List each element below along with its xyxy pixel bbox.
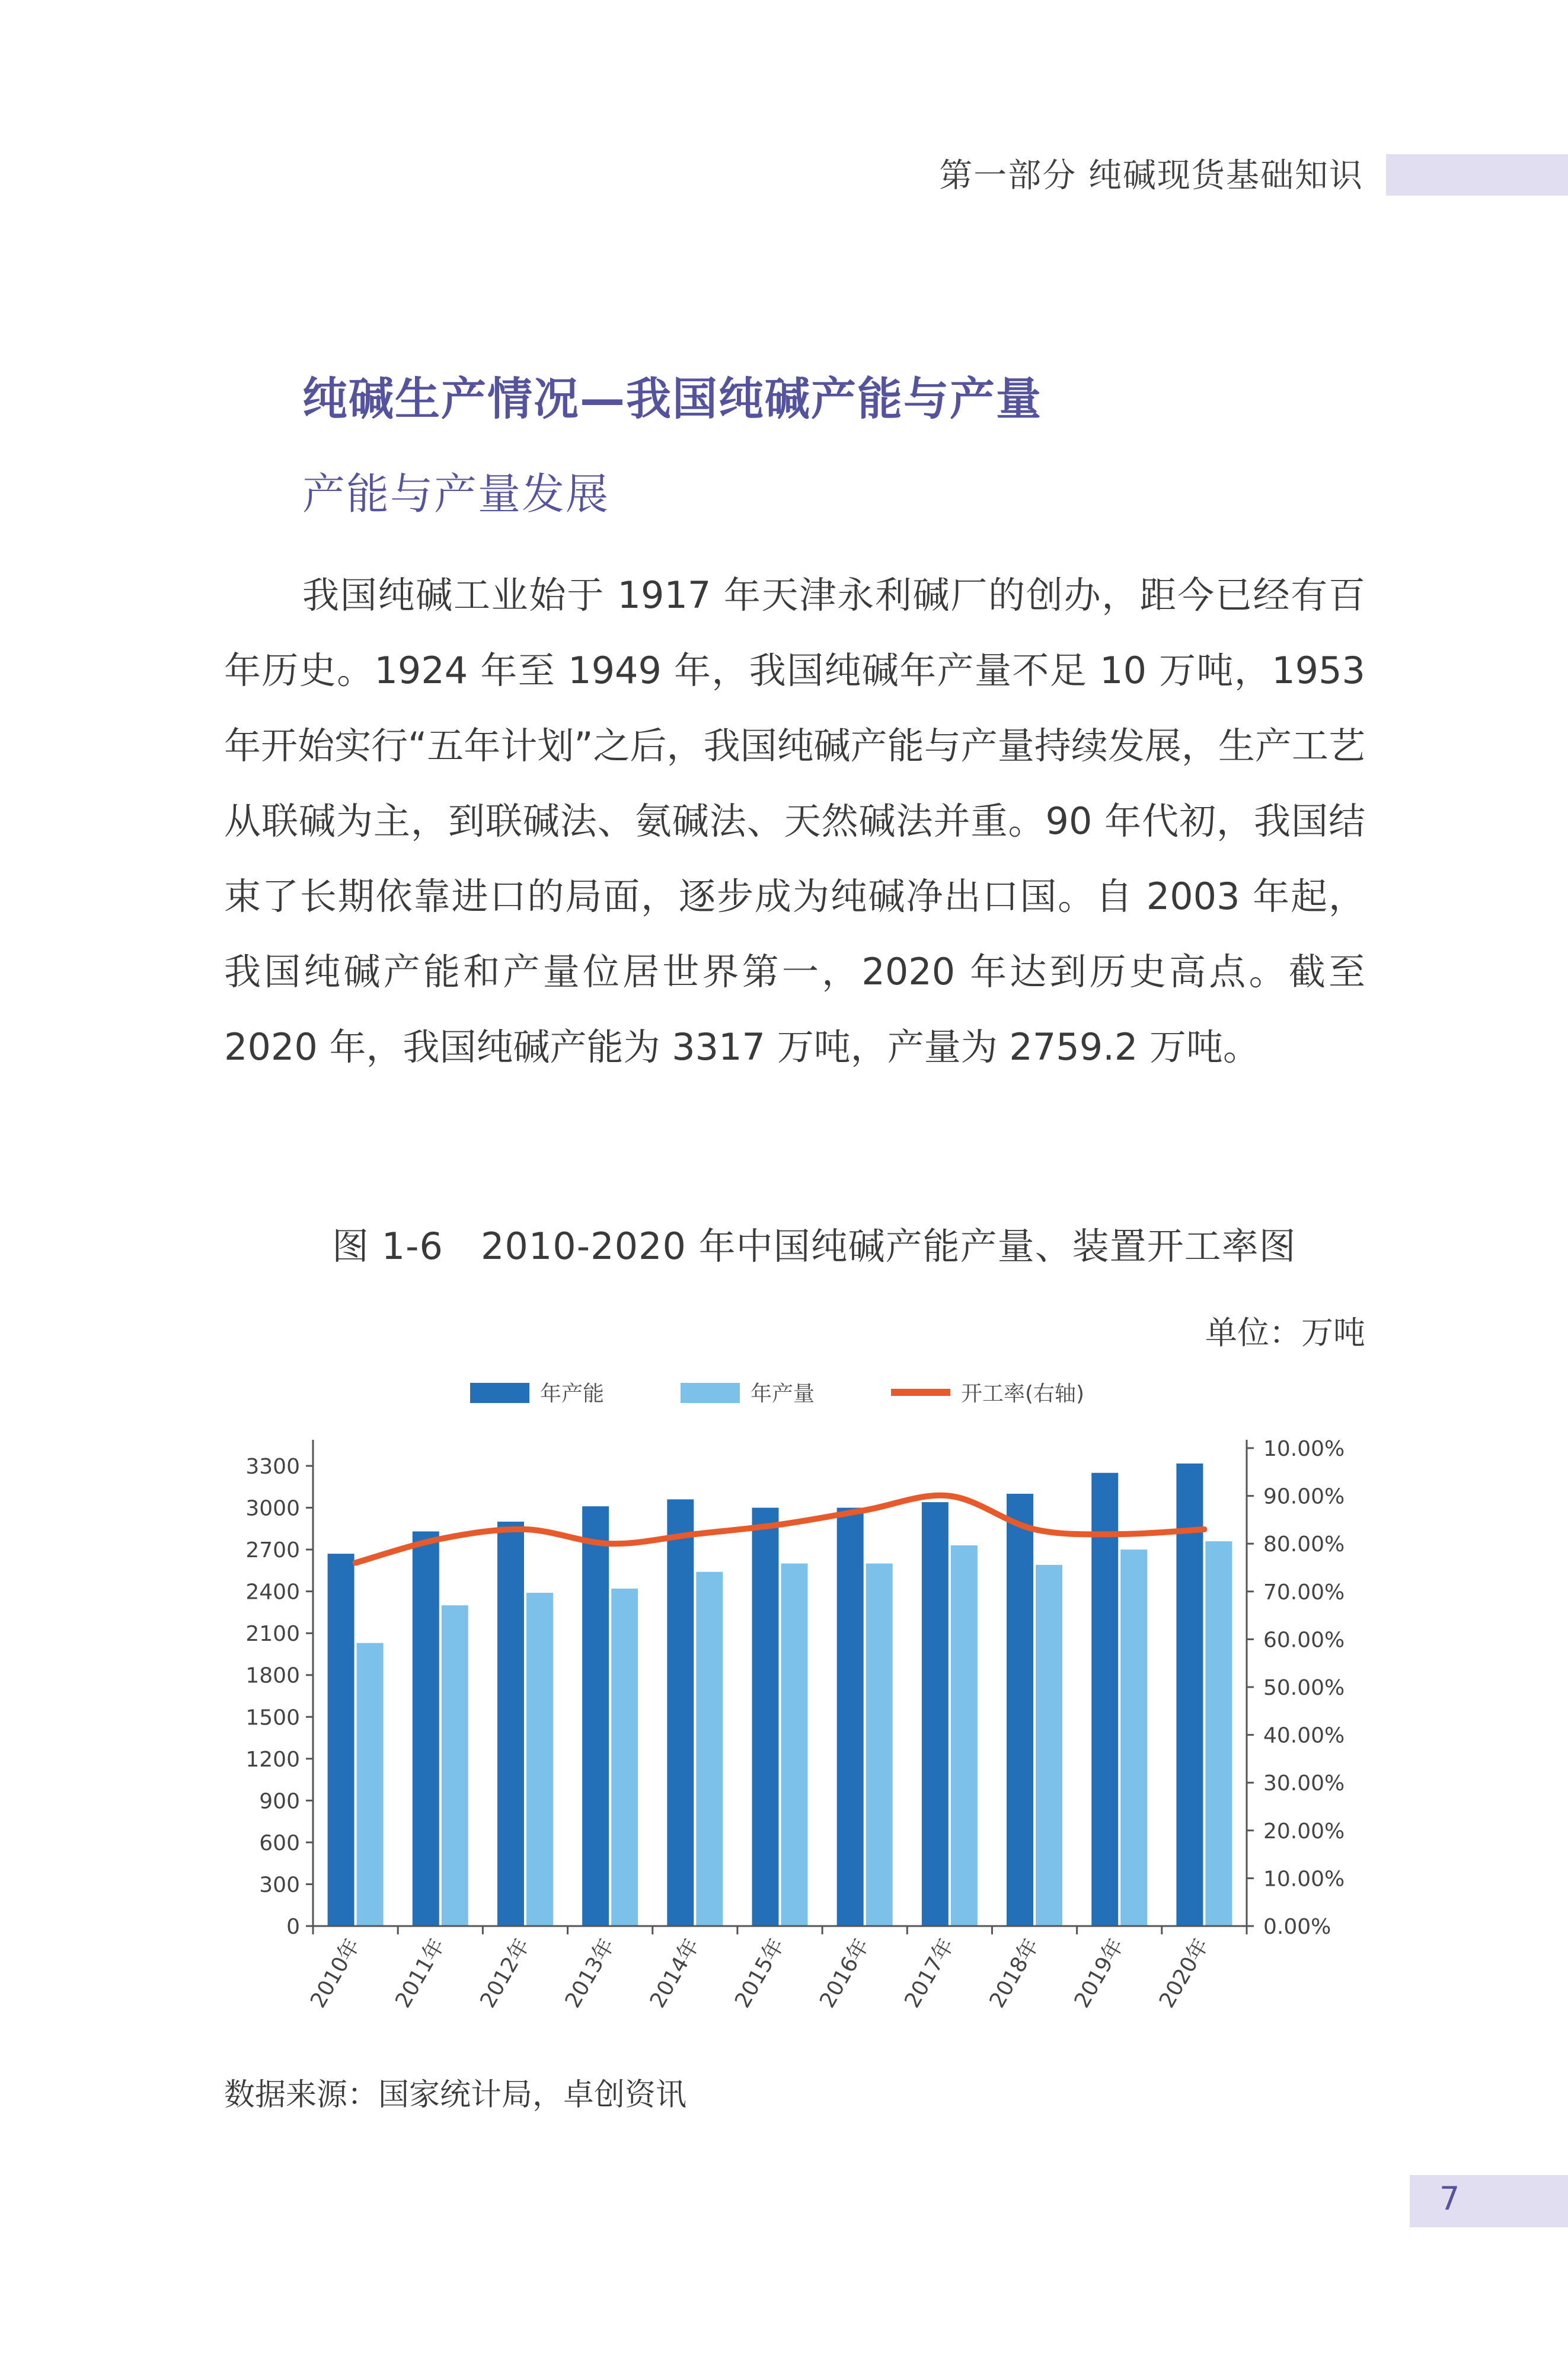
left-tick-label: 1500 xyxy=(245,1705,300,1730)
left-tick-label: 3000 xyxy=(245,1496,300,1521)
line-series xyxy=(356,1496,1205,1563)
capacity-bar xyxy=(922,1502,949,1926)
capacity-bar xyxy=(837,1508,864,1926)
header-accent-bar xyxy=(1386,154,1568,196)
left-tick-label: 1200 xyxy=(245,1747,300,1772)
right-tick-label: 10.00% xyxy=(1263,1437,1345,1461)
right-axis xyxy=(1247,1437,1345,1939)
output-bar xyxy=(696,1572,723,1926)
legend-swatch xyxy=(470,1383,529,1403)
body-paragraph: 我国纯碱工业始于 1917 年天津永利碱厂的创办，距今已经有百年历史。1924 年至 1949 年，我国纯碱年产量不足 10 万吨，1953 年开始实行“五年计划”之后，我国纯碱产能与产量持续发展，生产工艺从联碱为主，到联碱法、氨碱法、天然碱法并重。90 年代初，我国结束了长期依靠进口的局面，逐步成为纯碱净出口国。自 2003 年起，我国纯碱产能和产量位居世界第一，2020 年达到历史高点。截至 2020 年，我国纯碱产能为 3317 万吨，产量为 2759.2 万吨。 xyxy=(224,573,1365,1069)
x-tick-label: 2010年 xyxy=(306,1934,365,2013)
figure-caption: 图 1-6 2010-2020 年中国纯碱产能产量、装置开工率图 xyxy=(332,1225,1296,1268)
capacity-bar xyxy=(1091,1473,1118,1926)
output-bar xyxy=(357,1643,384,1926)
legend-swatch xyxy=(681,1383,740,1403)
left-tick-label: 2700 xyxy=(245,1538,300,1563)
output-bar xyxy=(611,1589,638,1926)
x-tick-label: 2012年 xyxy=(475,1934,535,2013)
x-tick-label: 2018年 xyxy=(985,1934,1044,2013)
right-tick-label: 10.00% xyxy=(1263,1867,1345,1892)
capacity-output-chart xyxy=(224,1364,1374,2052)
left-tick-label: 3300 xyxy=(245,1455,300,1479)
x-tick-label: 2017年 xyxy=(900,1934,959,2013)
right-tick-label: 80.00% xyxy=(1263,1532,1345,1557)
subsection-title: 产能与产量发展 xyxy=(302,469,610,519)
x-tick-label: 2015年 xyxy=(730,1934,790,2013)
left-tick-label: 600 xyxy=(259,1831,300,1855)
capacity-bar xyxy=(328,1554,355,1926)
output-bar xyxy=(442,1605,468,1926)
output-bar xyxy=(1205,1541,1232,1926)
x-tick-label: 2014年 xyxy=(645,1934,705,2013)
left-tick-label: 2400 xyxy=(245,1580,300,1605)
running-header: 第一部分 纯碱现货基础知识 xyxy=(939,157,1363,195)
legend-label: 年产量 xyxy=(751,1382,815,1406)
output-bar xyxy=(1036,1565,1062,1926)
data-source: 数据来源：国家统计局，卓创资讯 xyxy=(224,2077,687,2113)
chart-legend xyxy=(470,1382,1084,1406)
output-bar xyxy=(781,1564,808,1926)
right-tick-label: 60.00% xyxy=(1263,1628,1345,1653)
capacity-bar xyxy=(582,1506,609,1926)
output-bar xyxy=(526,1593,553,1926)
left-tick-label: 300 xyxy=(259,1873,300,1898)
x-tick-label: 2016年 xyxy=(815,1934,874,2013)
right-tick-label: 20.00% xyxy=(1263,1819,1345,1844)
right-tick-label: 50.00% xyxy=(1263,1676,1345,1700)
legend-label: 开工率(右轴) xyxy=(961,1382,1085,1406)
left-axis xyxy=(245,1440,313,1939)
left-tick-label: 2100 xyxy=(245,1622,300,1647)
x-axis xyxy=(306,1926,1247,2012)
unit-label: 单位：万吨 xyxy=(1205,1314,1365,1351)
section-title: 纯碱生产情况—我国纯碱产能与产量 xyxy=(302,372,1042,425)
right-tick-label: 40.00% xyxy=(1263,1723,1345,1748)
left-tick-label: 900 xyxy=(259,1789,300,1814)
output-bar xyxy=(866,1564,893,1926)
left-tick-label: 1800 xyxy=(245,1663,300,1688)
right-tick-label: 0.00% xyxy=(1263,1915,1331,1939)
x-tick-label: 2011年 xyxy=(391,1934,450,2013)
capacity-bar xyxy=(667,1499,694,1926)
legend-swatch xyxy=(891,1389,950,1396)
legend-label: 年产能 xyxy=(540,1382,605,1406)
utilization-line xyxy=(356,1496,1205,1563)
capacity-bar xyxy=(413,1532,439,1926)
output-bar xyxy=(1120,1549,1147,1926)
x-tick-label: 2019年 xyxy=(1069,1934,1129,2013)
page-number: 7 xyxy=(1439,2180,1460,2217)
capacity-bar xyxy=(1007,1494,1033,1926)
capacity-bar xyxy=(752,1508,779,1926)
right-tick-label: 70.00% xyxy=(1263,1580,1345,1605)
capacity-bar xyxy=(497,1522,524,1926)
page-number-box xyxy=(1410,2175,1568,2227)
right-tick-label: 90.00% xyxy=(1263,1484,1345,1509)
output-bar xyxy=(951,1545,978,1926)
right-tick-label: 30.00% xyxy=(1263,1771,1345,1796)
left-tick-label: 0 xyxy=(286,1915,300,1939)
x-tick-label: 2013年 xyxy=(560,1934,619,2013)
x-tick-label: 2020年 xyxy=(1154,1934,1214,2013)
